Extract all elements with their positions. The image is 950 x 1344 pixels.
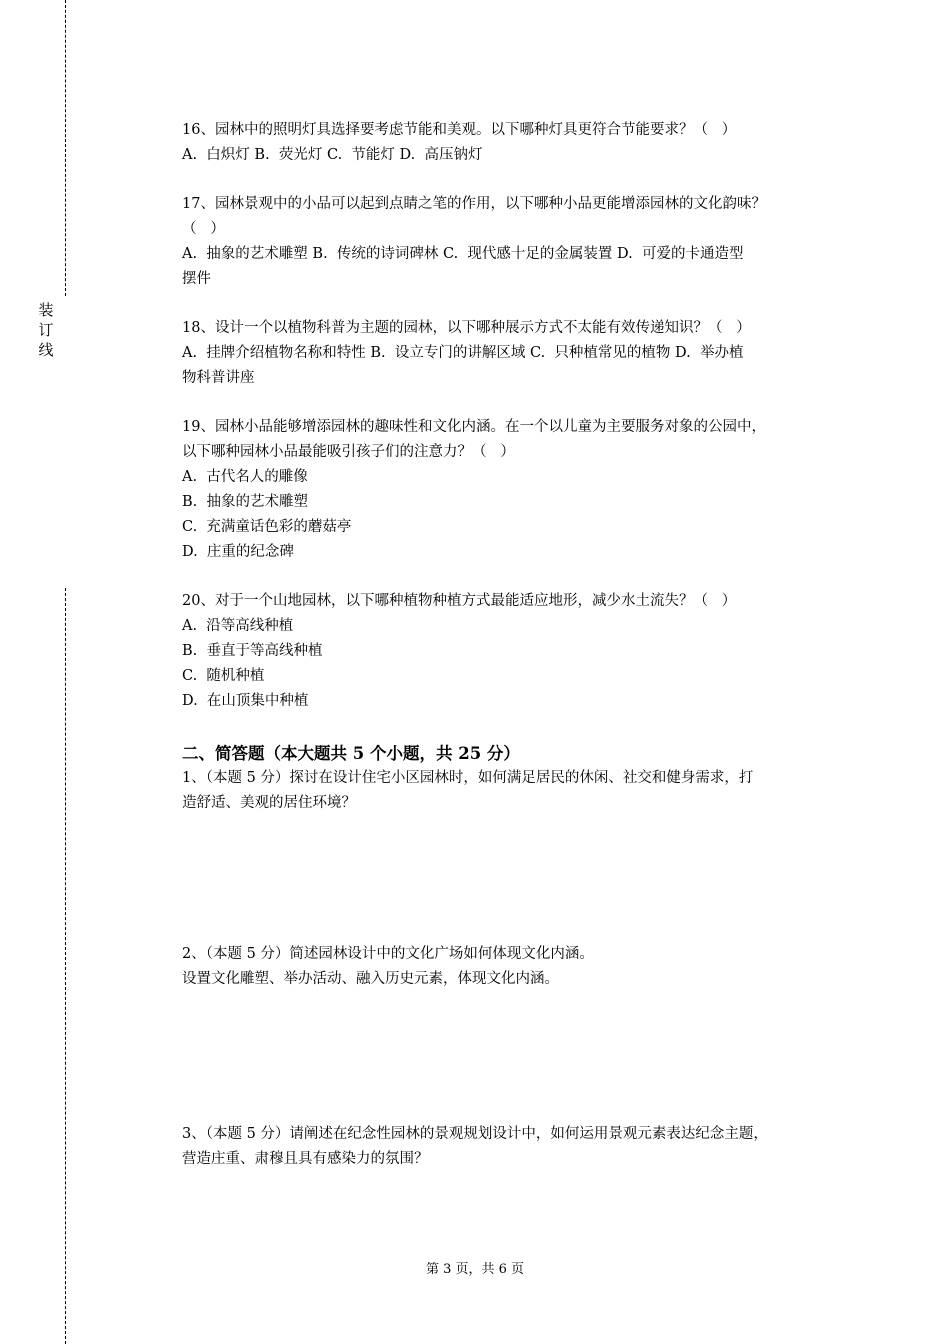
short-question-2 <box>182 942 854 992</box>
question-stem-cont: 以下哪种园林小品最能吸引孩子们的注意力？（ ） <box>182 444 515 460</box>
page-number: 第 3 页，共 6 页 <box>425 1262 525 1277</box>
option-a: A. 古代名人的雕像 <box>182 469 308 485</box>
option-d: D. 在山顶集中种植 <box>182 693 309 709</box>
question-options: A. 抽象的艺术雕塑 B. 传统的诗词碑林 C. 现代感十足的金属装置 D. 可爱的卡通造型 <box>182 246 744 262</box>
question-20 <box>182 589 854 714</box>
binding-char: 线 <box>38 341 54 359</box>
question-options-cont: 物科普讲座 <box>182 370 255 386</box>
exam-content <box>182 118 854 1172</box>
section-2-heading: 二、简答题（本大题共 5 个小题，共 25 分） <box>182 744 520 763</box>
short-answer-text: 设置文化雕塑、举办活动、融入历史元素，体现文化内涵。 <box>182 971 559 987</box>
answer-space <box>182 992 854 1122</box>
question-stem: 20、对于一个山地园林，以下哪种植物种植方式最能适应地形，减少水土流失？（ ） <box>182 593 737 609</box>
answer-bracket: （ ） <box>182 221 225 237</box>
short-question-text: 3、（本题 5 分）请阐述在纪念性园林的景观规划设计中，如何运用景观元素表达纪念主题， <box>182 1126 768 1142</box>
option-d: D. 庄重的纪念碑 <box>182 544 294 560</box>
question-19 <box>182 415 854 565</box>
question-17 <box>182 192 854 292</box>
binding-dashed-line-top <box>65 0 66 296</box>
option-a: A. 沿等高线种植 <box>182 618 294 634</box>
question-stem: 17、园林景观中的小品可以起到点睛之笔的作用，以下哪种小品更能增添园林的文化韵味？ <box>182 196 766 212</box>
short-question-1 <box>182 766 854 816</box>
short-question-3 <box>182 1122 854 1172</box>
question-18 <box>182 316 854 391</box>
question-16 <box>182 118 854 168</box>
option-b: B. 抽象的艺术雕塑 <box>182 494 308 510</box>
short-question-text: 2、（本题 5 分）简述园林设计中的文化广场如何体现文化内涵。 <box>182 946 594 962</box>
binding-char: 装 <box>38 301 54 319</box>
question-options-cont: 摆件 <box>182 271 211 287</box>
short-question-text-cont: 营造庄重、肃穆且具有感染力的氛围？ <box>182 1151 429 1167</box>
option-b: B. 垂直于等高线种植 <box>182 643 323 659</box>
question-options: A. 白炽灯 B. 荧光灯 C. 节能灯 D. 高压钠灯 <box>182 147 483 163</box>
answer-space <box>182 816 854 942</box>
option-c: C. 充满童话色彩的蘑菇亭 <box>182 519 352 535</box>
binding-dashed-line-bottom <box>65 588 66 1344</box>
question-stem: 18、设计一个以植物科普为主题的园林，以下哪种展示方式不太能有效传递知识？（ ） <box>182 320 751 336</box>
binding-char: 订 <box>38 321 54 339</box>
option-c: C. 随机种植 <box>182 668 265 684</box>
short-question-text-cont: 造舒适、美观的居住环境？ <box>182 795 356 811</box>
short-question-text: 1、（本题 5 分）探讨在设计住宅小区园林时，如何满足居民的休闲、社交和健身需求，打 <box>182 770 754 786</box>
question-stem: 16、园林中的照明灯具选择要考虑节能和美观。以下哪种灯具更符合节能要求？（ ） <box>182 122 737 138</box>
question-options: A. 挂牌介绍植物名称和特性 B. 设立专门的讲解区域 C. 只种植常见的植物 D. 举办植 <box>182 345 744 361</box>
binding-line-label <box>36 300 56 360</box>
question-stem: 19、园林小品能够增添园林的趣味性和文化内涵。在一个以儿童为主要服务对象的公园中， <box>182 419 766 435</box>
